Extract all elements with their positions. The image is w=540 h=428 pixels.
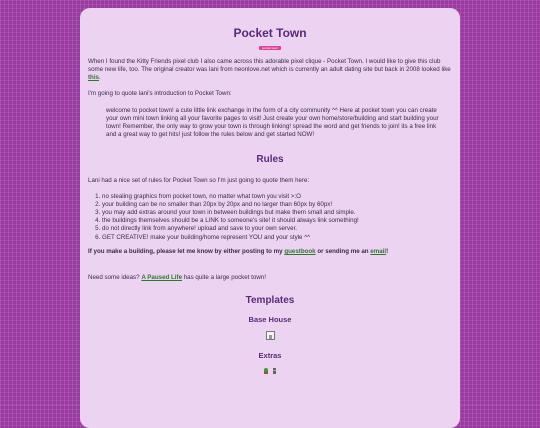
building-note: [88, 248, 452, 256]
intro-paragraph: [88, 58, 452, 83]
guestbook-link[interactable]: guestbook: [284, 247, 316, 255]
base-house-row: [88, 331, 452, 343]
rule-item: 6. GET CREATIVE! make your building/home represent YOU and your style ^^: [102, 234, 452, 242]
intro-end: .: [99, 74, 101, 82]
a-paused-life-link[interactable]: A Paused Life: [141, 274, 183, 282]
note-text-a: If you make a building, please let me know by either posting to my: [88, 247, 285, 255]
email-link[interactable]: email: [370, 247, 387, 255]
note-text-b: or sending me an: [315, 247, 371, 255]
rule-item: 2. your building can be no smaller than 20px by 20px and no larger than 60px by 60px!: [102, 201, 452, 209]
page-title: Pocket Town: [233, 26, 307, 40]
rules-list: [88, 193, 452, 242]
rule-item: 5. do not directly link from anywhere! upload and save to your own server.: [102, 225, 452, 233]
intro-text: When I found the Kitty Friends pixel club I also came across this adorable pixel clique - Pocket Town. I would like to give this club some new life, too. The original creator was lani from neonlove.net which is currently an adult dating site but back in 2008 looked like: [88, 57, 451, 74]
pocket-town-badge: pocket town: [259, 46, 281, 50]
templates-heading: Templates: [245, 295, 295, 307]
quote-lead: I'm going to quote lani's introduction to Pocket Town:: [88, 90, 232, 98]
house-template-icon[interactable]: [266, 331, 275, 340]
lamp-icon[interactable]: [273, 368, 276, 374]
tree-icon[interactable]: [264, 368, 268, 374]
ideas-paragraph: [88, 274, 452, 282]
rules-lead: Lani had a nice set of rules for Pocket Town so I'm just going to quote them here:: [88, 176, 310, 184]
lani-quote: welcome to pocket town! a cute little link exchange in the form of a city community ^^ Here at pocket town you can create your own mini town linking all your favorite pages to visit! Just create your own home/store/building and start building your town! Remember, the only way to grow your town is through linking! spread the word and get friends to join! its a free link and a great way to get hits! just follow the rules below and get started NOW!: [106, 106, 439, 139]
base-house-heading: Base House: [248, 315, 292, 325]
rule-item: 4. the buildings themselves should be a LINK to someone's site! it should always link something!: [102, 217, 452, 225]
rules-heading: Rules: [256, 154, 284, 166]
rule-item: 3. you may add extras around your town in between buildings but make them small and simple.: [102, 209, 452, 217]
extras-heading: Extras: [258, 351, 282, 361]
extras-row: [88, 367, 452, 375]
ideas-text-a: Need some ideas?: [88, 274, 142, 282]
rule-item: 1. no stealing graphics from pocket town, no matter what town you visit >:O: [102, 193, 452, 201]
ideas-text-b: has quite a large pocket town!: [182, 274, 266, 282]
this-link[interactable]: this: [88, 74, 100, 82]
note-text-c: !: [386, 247, 389, 255]
content-card: [80, 8, 460, 428]
